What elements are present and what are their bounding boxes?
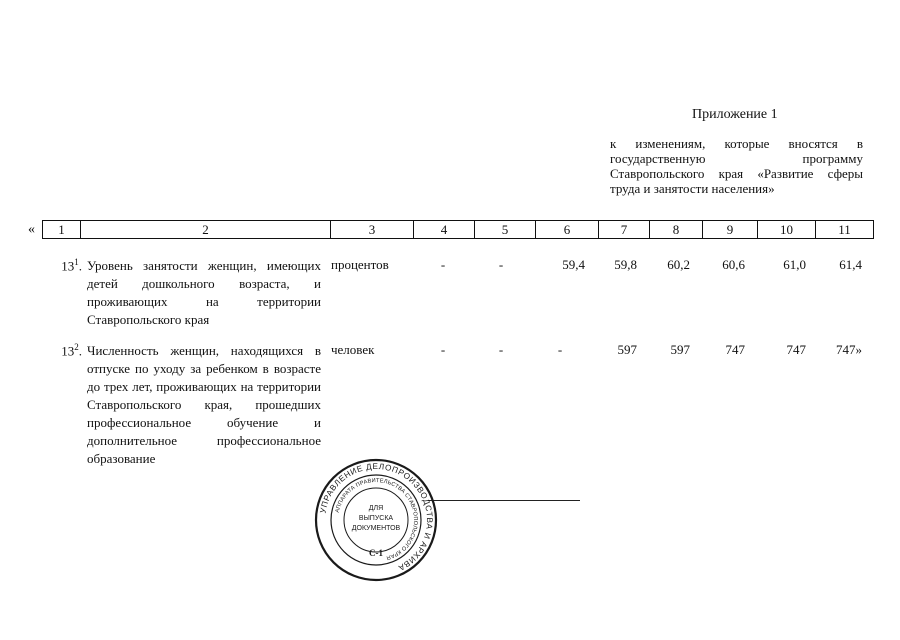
column-header-3: 3 [331, 221, 414, 239]
row-name: Численность женщин, находящихся в отпуске по уходу за ребенком в возрасте до трех лет, проживающих на территории Ставропольского края, прошедших профессиональное обучение и дополнительное профессиональное образование [87, 343, 321, 466]
seal-code: С-1 [369, 548, 383, 558]
row-number: $13^1$. [61, 257, 82, 274]
row-value-col9: 747 [725, 342, 745, 357]
appendix-subtitle: к изменениям, которые вносятся в государственную программу Ставропольского края «Развитие сферы труда и занятости населения» [610, 136, 863, 196]
row-unit: процентов [331, 257, 389, 272]
column-header-4: 4 [414, 221, 475, 239]
column-header-7: 7 [599, 221, 650, 239]
row-value-col11: 61,4 [839, 257, 862, 272]
column-header-11: 11 [816, 221, 874, 239]
row-value-col11: 747» [836, 342, 862, 357]
seal-center-line-2: ВЫПУСКА [358, 515, 394, 522]
row-value-col4: - [440, 342, 446, 357]
row-value-col10: 61,0 [783, 257, 806, 272]
row-name: Уровень занятости женщин, имеющих детей дошкольного возраста, и проживающих на территории Ставропольского края [87, 258, 321, 327]
row-value-col4: - [440, 257, 446, 272]
row-value-col6: 59,4 [562, 257, 585, 272]
row-value-col5: - [498, 342, 504, 357]
seal-center-line-1: ДЛЯ [368, 505, 384, 512]
row-value-col6: - [557, 342, 563, 357]
column-header-row [43, 221, 874, 239]
row-value-col7: 597 [617, 342, 637, 357]
row-value-col5: - [498, 257, 504, 272]
column-header-table [42, 220, 874, 239]
column-header-5: 5 [475, 221, 536, 239]
seal-center-line-3: ДОКУМЕНТОВ [351, 525, 401, 532]
open-quote: « [28, 222, 35, 237]
row-value-col9: 60,6 [722, 257, 745, 272]
official-seal [314, 458, 438, 582]
column-header-2: 2 [81, 221, 331, 239]
seal-outer-text: УПРАВЛЕНИЕ ДЕЛОПРОИЗВОДСТВА И АРХИВА [318, 461, 435, 573]
row-value-col7: 59,8 [614, 257, 637, 272]
column-header-8: 8 [650, 221, 703, 239]
row-value-col10: 747 [786, 342, 806, 357]
column-header-10: 10 [758, 221, 816, 239]
column-header-9: 9 [703, 221, 758, 239]
row-value-col8: 60,2 [667, 257, 690, 272]
column-header-6: 6 [536, 221, 599, 239]
seal-inner-text: АППАРАТА ПРАВИТЕЛЬСТВА СТАВРОПОЛЬСКОГО КРАЯ [334, 477, 419, 561]
column-header-1: 1 [43, 221, 81, 239]
row-number: $13^2$. [61, 342, 82, 359]
signature-line [428, 500, 580, 501]
appendix-title: Приложение 1 [692, 107, 778, 122]
row-unit: человек [331, 342, 375, 357]
row-value-col8: 597 [670, 342, 690, 357]
